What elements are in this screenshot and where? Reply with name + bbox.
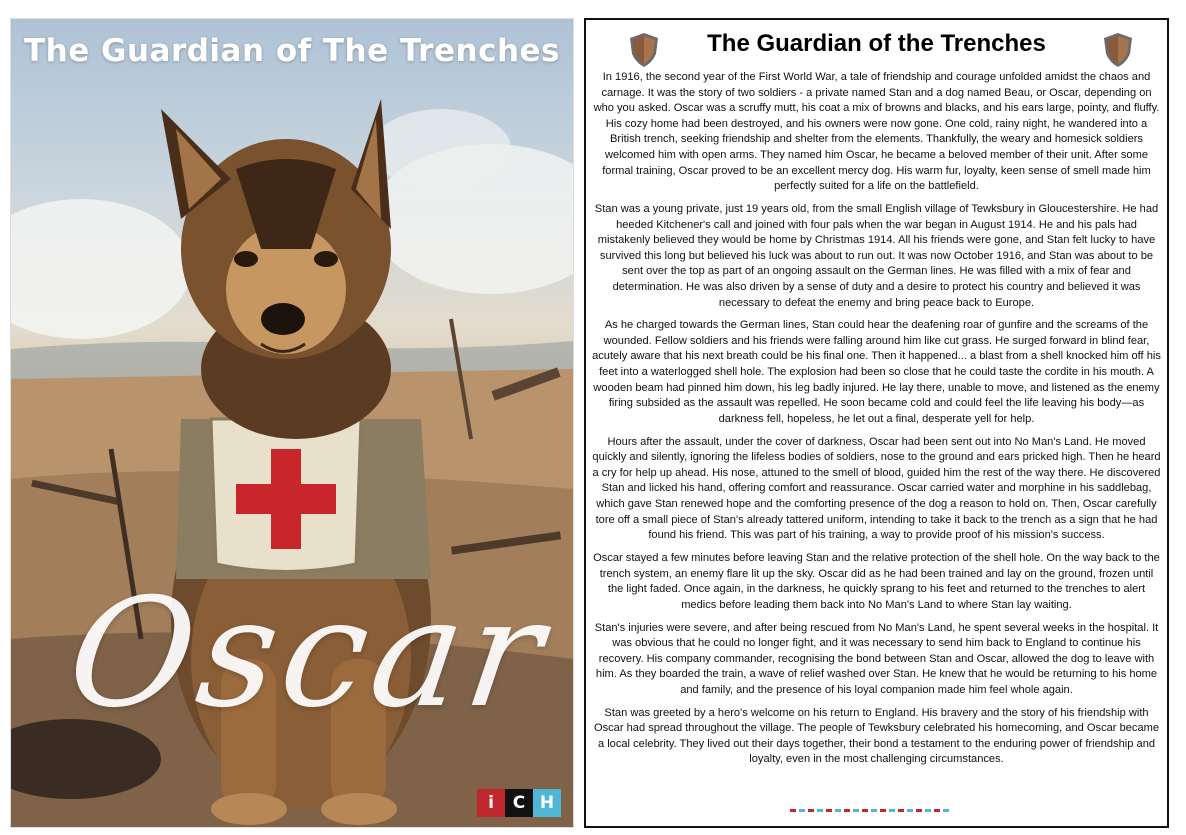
poster-image [10, 18, 574, 828]
decorative-divider [790, 809, 949, 812]
story-paragraph: In 1916, the second year of the First World War, a tale of friendship and courage unfolded amidst the chaos and carnage. It was the story of two soldiers - a private named Stan and a dog named Beau, or Oscar, depending on who you asked. Oscar was a scruffy mutt, his coat a mix of browns and blacks, and his ears large, pointy, and fluffy. His cozy home had been destroyed, and his owners were now gone. One cold, rainy night, he wandered into a British trench, seeking friendship and shelter from the elements. Thankfully, the weary and homesick soldiers welcomed him with open arms. They named him Oscar, he became a beloved member of their unit. After some formal training, Oscar proved to be an excellent mercy dog. His warm fur, loyalty, keen sense of smell made him perfectly suited for a life on the battlefield. [593, 71, 1160, 193]
poster-title: The Guardian of The Trenches [23, 33, 560, 69]
story-paragraph: Stan was a young private, just 19 years old, from the small English village of Tewksbury in Gloucestershire. He had heeded Kitchener's call and joined with four pals when the war began in August 1914. He and his pals had mistakenly believed they would be home by Christmas 1914. All his friends were gone, and Stan felt lucky to have survived this long but believed his luck was about to run out. It was now October 1916, and Stan was about to be sent over the top as part of an ongoing assault on the German lines. He was filled with a mix of fear and determination. He was also driven by a sense of duty and a desire to protect his country and believed it was necessary to defeat the enemy and bring peace back to Europe. [594, 202, 1159, 309]
story-panel [584, 18, 1169, 828]
story-paragraph: Oscar stayed a few minutes before leaving Stan and the relative protection of the shell hole. On the way back to the trench system, an enemy flare lit up the sky. Oscar did as he had been trained and lay on the ground, frozen until the light faded. Once again, in the darkness, he quickly sprang to his feet and returned to the trenches to alert medics before leading them back into No Man's Land to where Stan lay waiting. [593, 551, 1160, 611]
ich-logo [477, 789, 561, 817]
logo-letter-c: C [505, 789, 533, 817]
story-body [591, 70, 1162, 775]
story-paragraph: Hours after the assault, under the cover of darkness, Oscar had been sent out into No Man's Land. He moved quickly and silently, ignoring the lifeless bodies of soldiers, nose to the ground and ears pricked high. Then he heard a cry for help up ahead. His nose, attuned to the smell of blood, guided him the rest of the way there. He discovered Stan and licked his hand, offering comfort and reassurance. Oscar carried water and morphine in his saddlebag, which gave Stan renewed hope and the comforting presence of the dog a reason to hold on. Then, Oscar carefully tore off a small piece of Stan's already tattered uniform, intending to take it back to the trench as a sign that he had found his friend. This was part of his training, a way to provide proof of his mission's success. [592, 435, 1161, 542]
story-paragraph: Stan's injuries were severe, and after being rescued from No Man's Land, he spent several weeks in the hospital. It was obvious that he could no longer fight, and it was necessary to send him back to England to continue his recovery. His company commander, recognising the bond between Stan and Oscar, allowed the dog to leave with him. As they boarded the train, a wave of relief washed over Stan. He knew that he would be returning to his home and family, and the presence of his loyal companion made him feel whole again. [594, 621, 1159, 696]
story-title: The Guardian of the Trenches [707, 30, 1046, 57]
story-paragraph: Stan was greeted by a hero's welcome on his return to England. His bravery and the story of his friendship with Oscar had spread throughout the village. The people of Tewksbury celebrated his homecoming, and Oscar became a local celebrity. They lived out their days together, their bond a testament to the enduring power of friendship and loyalty, even in the most challenging circumstances. [593, 706, 1160, 766]
story-paragraph: As he charged towards the German lines, Stan could hear the deafening roar of gunfire and the screams of the wounded. Fellow soldiers and his friends were falling around him like cut grass. He surged forward in blind fear, acutely aware that his next breath could be his final one. Then it happened... a blast from a shell knocked him off his feet into a waterlogged shell hole. The explosion had been so close that he could taste the cordite in his mouth. A wooden beam had pinned him down, his leg badly injured. He lay there, unable to move, and listened as the enemy firing subsided as the assault was repelled. He soon became cold and could feel the life leaving his body—as darkness fell, hopeless, he let out a final, desperate yell for help. [592, 319, 1161, 425]
shield-icon [1102, 32, 1134, 68]
poster-dog-name: Oscar [58, 567, 559, 741]
logo-letter-i: i [477, 789, 505, 817]
logo-letter-h: H [533, 789, 561, 817]
